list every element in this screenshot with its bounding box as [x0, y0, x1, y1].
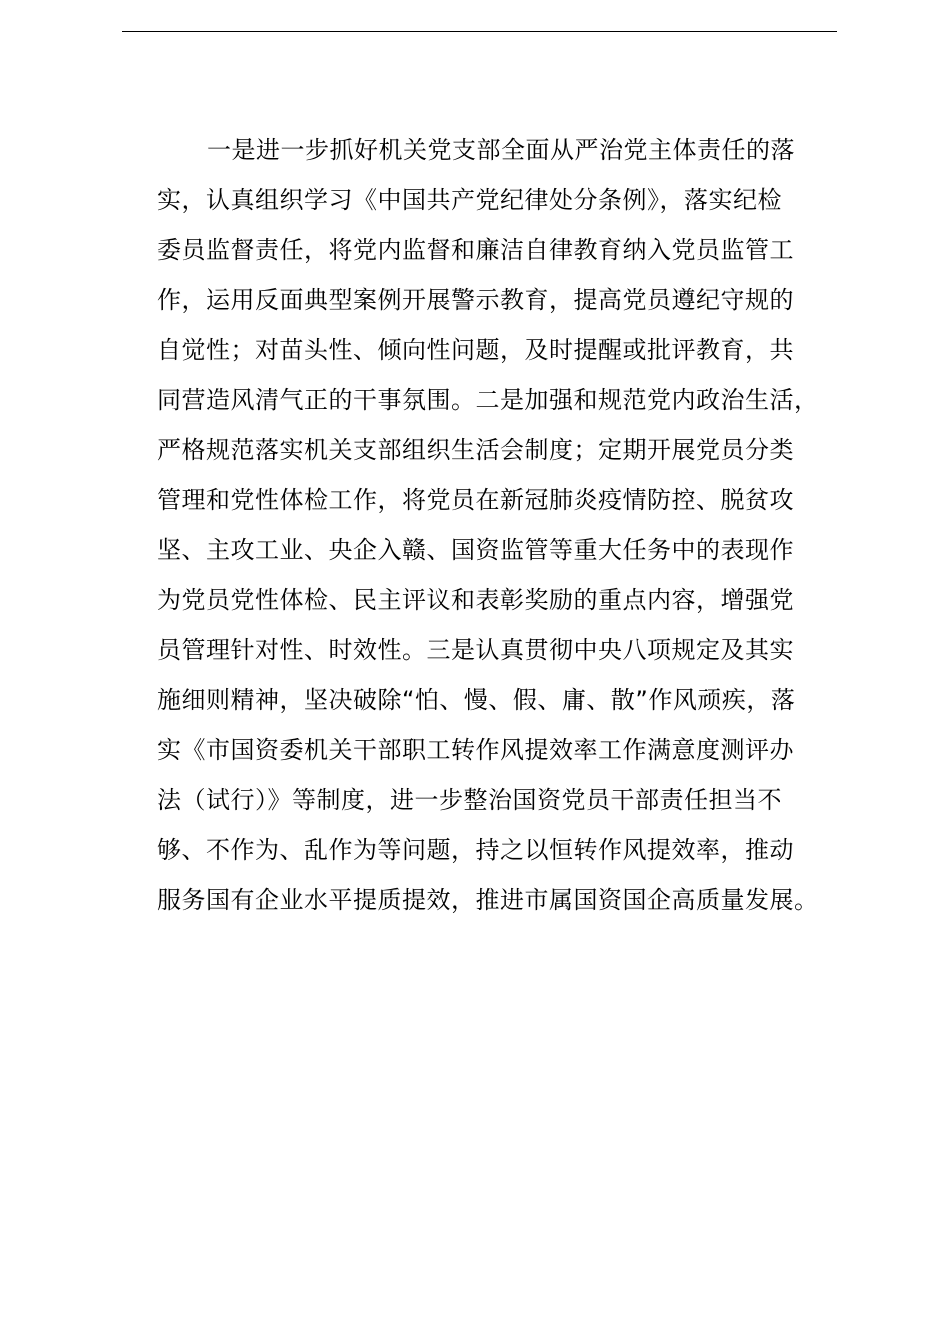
text-line: 同营造风清气正的干事氛围。二是加强和规范党内政治生活，	[157, 386, 819, 414]
text-line: 一是进一步抓好机关党支部全面从严治党主体责任的落	[207, 136, 795, 164]
header-rule	[122, 31, 837, 32]
text-line: 服务国有企业水平提质提效，推进市属国资国企高质量发展。	[157, 886, 819, 914]
text-line: 坚、主攻工业、央企入赣、国资监管等重大任务中的表现作	[157, 536, 794, 564]
text-line: 实《市国资委机关干部职工转作风提效率工作满意度测评办	[157, 736, 794, 764]
text-line: 法（试行）》等制度，进一步整治国资党员干部责任担当不	[157, 786, 782, 814]
text-line: 管理和党性体检工作，将党员在新冠肺炎疫情防控、脱贫攻	[157, 486, 794, 514]
text-line: 实，认真组织学习《中国共产党纪律处分条例》，落实纪检	[157, 186, 782, 214]
text-line: 员管理针对性、时效性。三是认真贯彻中央八项规定及其实	[157, 636, 794, 664]
text-line: 自觉性；对苗头性、倾向性问题，及时提醒或批评教育，共	[157, 336, 794, 364]
text-line: 严格规范落实机关支部组织生活会制度；定期开展党员分类	[157, 436, 794, 464]
text-line: 作，运用反面典型案例开展警示教育，提高党员遵纪守规的	[157, 286, 794, 314]
text-line: 为党员党性体检、民主评议和表彰奖励的重点内容，增强党	[157, 586, 794, 614]
text-line: 够、不作为、乱作为等问题，持之以恒转作风提效率，推动	[157, 836, 794, 864]
body-paragraph	[157, 125, 877, 925]
text-line: 委员监督责任，将党内监督和廉洁自律教育纳入党员监管工	[157, 236, 794, 264]
text-line: 施细则精神，坚决破除“怕、慢、假、庸、散”作风顽疾，落	[157, 686, 796, 714]
